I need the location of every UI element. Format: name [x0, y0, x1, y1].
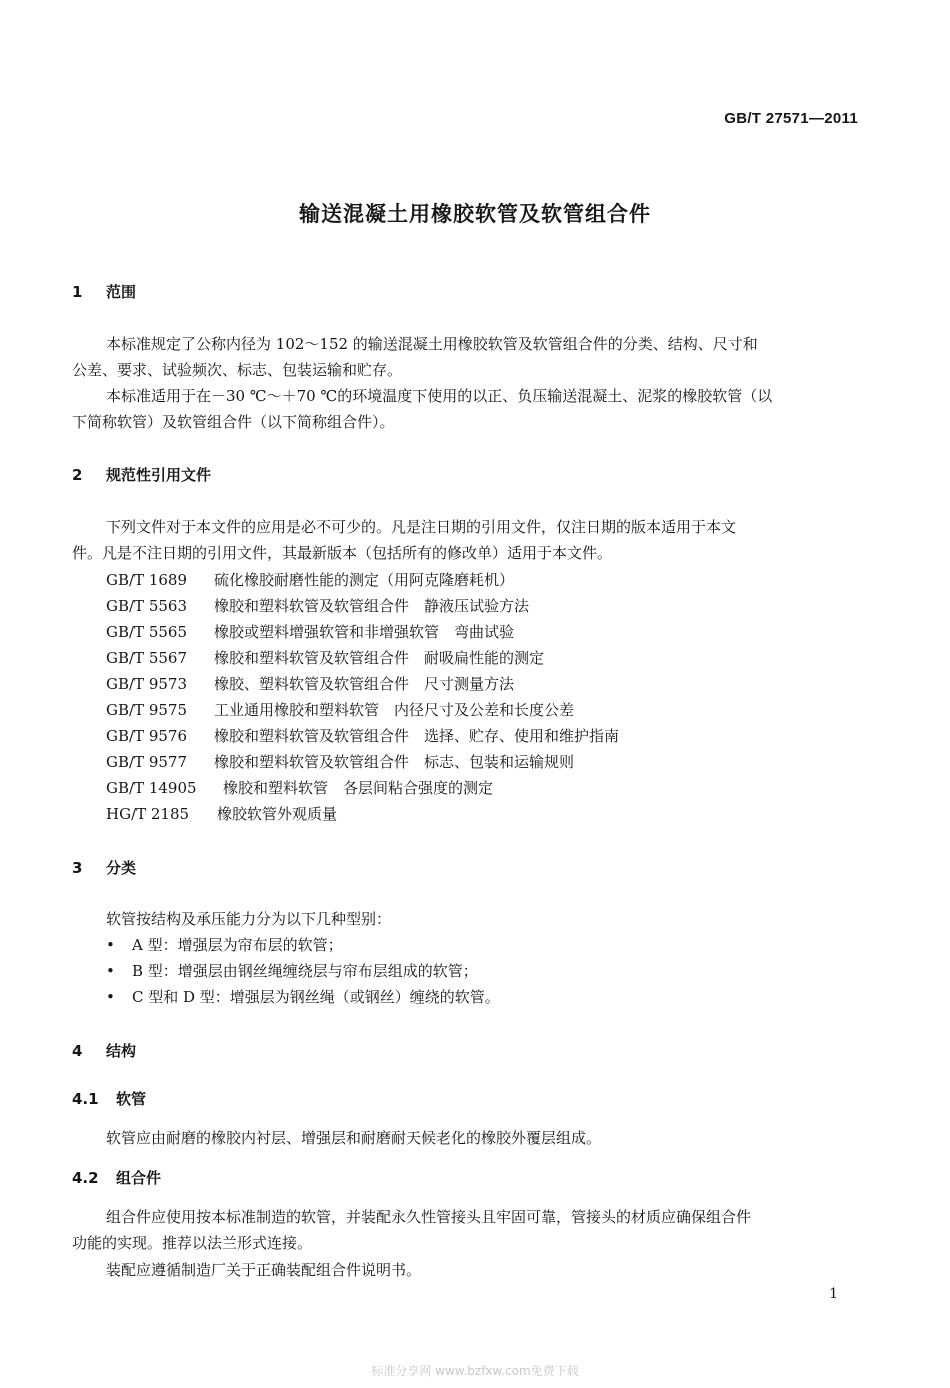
document-title: 输送混凝土用橡胶软管及软管组合件 [299, 202, 651, 226]
reference-title: 橡胶和塑料软管及软管组合件 标志、包装和运输规则 [214, 753, 575, 771]
section-title: 规范性引用文件 [106, 466, 212, 484]
bullet-dot-icon: • [106, 936, 115, 954]
reference-code: GB/T 5563 [106, 597, 188, 615]
classification-text: B 型：增强层由钢丝绳缠绕层与帘布层组成的软管； [132, 962, 478, 980]
reference-code: GB/T 5565 [106, 623, 188, 641]
section-2-heading [72, 464, 211, 485]
reference-code: GB/T 1689 [106, 571, 188, 589]
reference-code: GB/T 9576 [106, 727, 188, 745]
s41-text: 软管应由耐磨的橡胶内衬层、增强层和耐磨耐天候老化的橡胶外覆层组成。 [106, 1129, 602, 1147]
subsection-number: 4.1 [72, 1090, 99, 1108]
s1-paragraph-2-line-2: 下简称软管）及软管组合件（以下简称组合件）。 [72, 413, 395, 431]
reference-item [106, 621, 514, 642]
reference-item [106, 647, 544, 668]
section-title: 结构 [106, 1042, 137, 1060]
s1-paragraph-2-line-1: 本标准适用于在－30 ℃～＋70 ℃的环境温度下使用的以正、负压输送混凝土、泥浆的橡胶软管（以 [106, 387, 773, 405]
section-number: 1 [72, 283, 83, 301]
s1-paragraph-1-line-1: 本标准规定了公称内径为 102～152 的输送混凝土用橡胶软管及软管组合件的分类、结构、尺寸和 [106, 335, 758, 353]
reference-title: 橡胶和塑料软管及软管组合件 耐吸扁性能的测定 [214, 649, 545, 667]
reference-code: HG/T 2185 [106, 805, 190, 823]
reference-title: 橡胶、塑料软管及软管组合件 尺寸测量方法 [214, 675, 515, 693]
classification-item [106, 986, 500, 1007]
s3-intro: 软管按结构及承压能力分为以下几种型别： [106, 910, 392, 928]
s42-line-3: 装配应遵循制造厂关于正确装配组合件说明书。 [106, 1261, 422, 1279]
reference-code: GB/T 9575 [106, 701, 188, 719]
reference-item [106, 803, 337, 824]
reference-title: 橡胶软管外观质量 [217, 805, 338, 823]
reference-title: 橡胶和塑料软管及软管组合件 选择、贮存、使用和维护指南 [214, 727, 620, 745]
subsection-4-1-heading [72, 1088, 146, 1109]
section-number: 4 [72, 1042, 83, 1060]
reference-item [106, 673, 514, 694]
page-number: 1 [829, 1286, 838, 1302]
classification-item [106, 960, 478, 981]
s2-paragraph-line-1: 下列文件对于本文件的应用是必不可少的。凡是注日期的引用文件，仅注日期的版本适用于本文 [106, 518, 737, 536]
reference-item [106, 699, 574, 720]
section-3-heading [72, 857, 136, 878]
standard-code: GB/T 27571—2011 [724, 110, 858, 127]
section-1-heading [72, 281, 136, 302]
section-title: 分类 [106, 859, 137, 877]
reference-title: 橡胶或塑料增强软管和非增强软管 弯曲试验 [214, 623, 515, 641]
reference-item [106, 569, 514, 590]
reference-title: 橡胶和塑料软管及软管组合件 静液压试验方法 [214, 597, 530, 615]
reference-title: 橡胶和塑料软管 各层间粘合强度的测定 [223, 779, 494, 797]
subsection-title: 组合件 [116, 1169, 162, 1187]
reference-title: 工业通用橡胶和塑料软管 内径尺寸及公差和长度公差 [214, 701, 575, 719]
classification-text: C 型和 D 型：增强层为钢丝绳（或钢丝）缠绕的软管。 [132, 988, 500, 1006]
subsection-4-2-heading [72, 1167, 161, 1188]
s42-line-1: 组合件应使用按本标准制造的软管，并装配永久性管接头且牢固可靠，管接头的材质应确保组合件 [106, 1208, 752, 1226]
reference-code: GB/T 9577 [106, 753, 188, 771]
reference-code: GB/T 5567 [106, 649, 188, 667]
reference-item [106, 595, 529, 616]
section-number: 3 [72, 859, 83, 877]
section-number: 2 [72, 466, 83, 484]
section-4-heading [72, 1040, 136, 1061]
classification-item [106, 934, 343, 955]
s2-paragraph-line-2: 件。凡是不注日期的引用文件，其最新版本（包括所有的修改单）适用于本文件。 [72, 544, 613, 562]
s1-paragraph-1-line-2: 公差、要求、试验频次、标志、包装运输和贮存。 [72, 361, 403, 379]
classification-text: A 型：增强层为帘布层的软管； [132, 936, 343, 954]
bullet-dot-icon: • [106, 962, 115, 980]
subsection-title: 软管 [116, 1090, 147, 1108]
bullet-dot-icon: • [106, 988, 115, 1006]
reference-item [106, 777, 493, 798]
s42-line-2: 功能的实现。推荐以法兰形式连接。 [72, 1234, 313, 1252]
reference-code: GB/T 9573 [106, 675, 188, 693]
subsection-number: 4.2 [72, 1169, 99, 1187]
reference-item [106, 751, 574, 772]
reference-item [106, 725, 619, 746]
reference-title: 硫化橡胶耐磨性能的测定（用阿克隆磨耗机） [214, 571, 515, 589]
watermark: 标准分享网 www.bzfxw.com免费下载 [371, 1364, 579, 1378]
reference-code: GB/T 14905 [106, 779, 197, 797]
section-title: 范围 [106, 283, 137, 301]
